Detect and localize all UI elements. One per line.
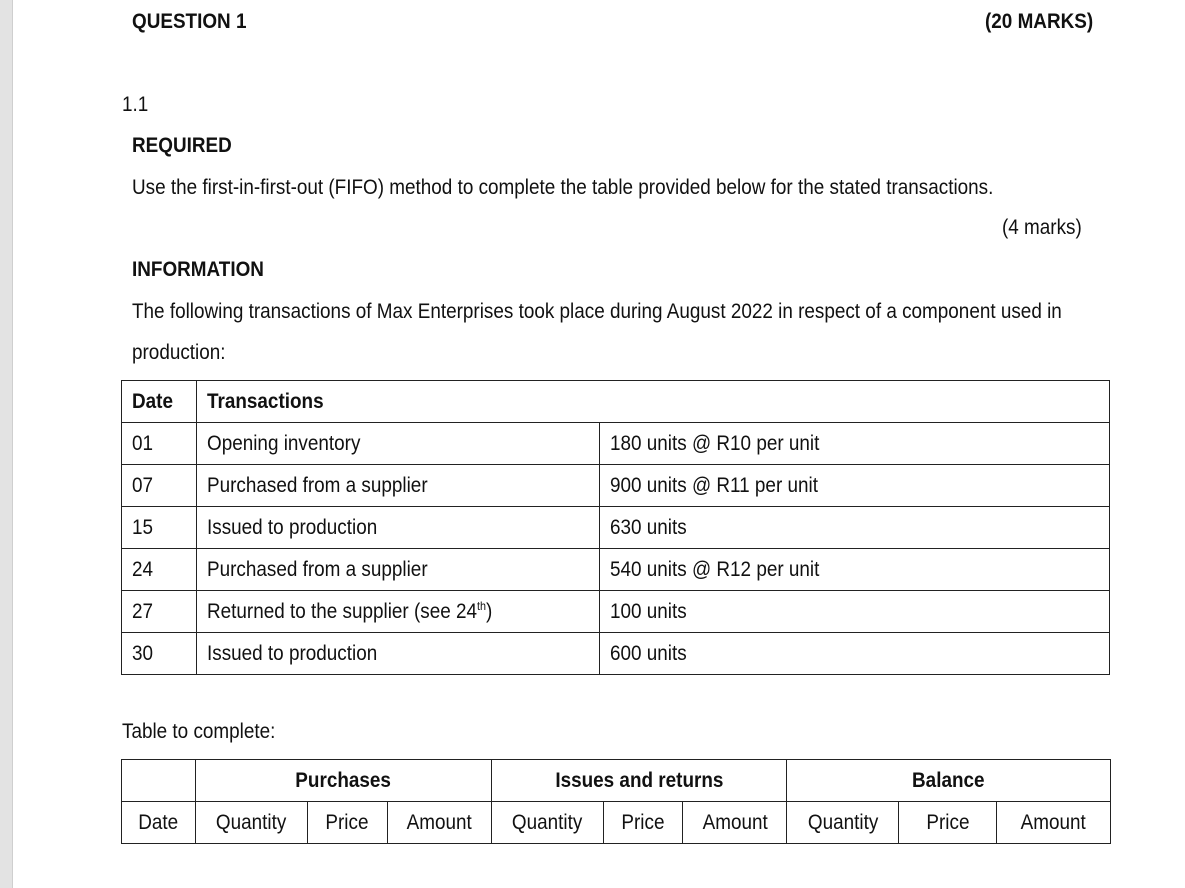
row-date: 07 — [122, 465, 197, 507]
col-balance-amount: Amount — [997, 802, 1111, 844]
table-row — [122, 633, 1110, 675]
row-date: 27 — [122, 591, 197, 633]
information-heading: INFORMATION — [132, 258, 264, 281]
row-detail: 540 units @ R12 per unit — [599, 549, 1109, 591]
table-row — [122, 507, 1110, 549]
row-date: 30 — [122, 633, 197, 675]
row-detail: 630 units — [599, 507, 1109, 549]
ordinal-suffix: th — [476, 599, 486, 613]
table-row — [122, 591, 1110, 633]
col-balance-quantity: Quantity — [787, 802, 899, 844]
information-text-line1: The following transactions of Max Enterprises took place during August 2022 in respect of a component used in — [132, 300, 1062, 323]
row-description: Issued to production — [196, 507, 599, 549]
row-detail: 900 units @ R11 per unit — [599, 465, 1109, 507]
transactions-table — [121, 380, 1110, 675]
information-text-line2: production: — [132, 341, 226, 364]
row-detail: 100 units — [599, 591, 1109, 633]
header-issues-and-returns: Issues and returns — [491, 760, 787, 802]
col-issues-price: Price — [603, 802, 683, 844]
page-left-edge — [0, 0, 13, 888]
header-transactions: Transactions — [196, 381, 1109, 423]
col-date: Date — [122, 802, 196, 844]
section-number: 1.1 — [122, 93, 149, 116]
col-purchases-price: Price — [307, 802, 387, 844]
row-description: Purchased from a supplier — [196, 549, 599, 591]
fifo-table — [121, 759, 1111, 844]
group-header-row — [122, 760, 1111, 802]
required-heading: REQUIRED — [132, 134, 232, 157]
row-detail: 600 units — [599, 633, 1109, 675]
row-description: Opening inventory — [196, 423, 599, 465]
row-detail: 180 units @ R10 per unit — [599, 423, 1109, 465]
header-purchases: Purchases — [195, 760, 491, 802]
col-issues-quantity: Quantity — [491, 802, 603, 844]
table-row — [122, 423, 1110, 465]
table-row — [122, 549, 1110, 591]
table-row — [122, 465, 1110, 507]
col-purchases-quantity: Quantity — [195, 802, 307, 844]
required-text: Use the first-in-first-out (FIFO) method to complete the table provided below for the stated transactions. — [132, 176, 994, 199]
question-title: QUESTION 1 — [132, 10, 247, 33]
col-purchases-amount: Amount — [387, 802, 491, 844]
row-description: Returned to the supplier (see 24th) — [196, 591, 599, 633]
row-date: 01 — [122, 423, 197, 465]
col-balance-price: Price — [899, 802, 997, 844]
header-balance: Balance — [787, 760, 1111, 802]
row-date: 15 — [122, 507, 197, 549]
transactions-header-row — [122, 381, 1110, 423]
column-header-row — [122, 802, 1111, 844]
header-date: Date — [122, 381, 197, 423]
empty-header-cell — [122, 760, 196, 802]
table-to-complete-label: Table to complete: — [122, 720, 276, 743]
row-description: Issued to production — [196, 633, 599, 675]
row-date: 24 — [122, 549, 197, 591]
row-description: Purchased from a supplier — [196, 465, 599, 507]
question-marks: (20 MARKS) — [985, 10, 1094, 33]
required-marks: (4 marks) — [1002, 216, 1082, 239]
col-issues-amount: Amount — [683, 802, 787, 844]
